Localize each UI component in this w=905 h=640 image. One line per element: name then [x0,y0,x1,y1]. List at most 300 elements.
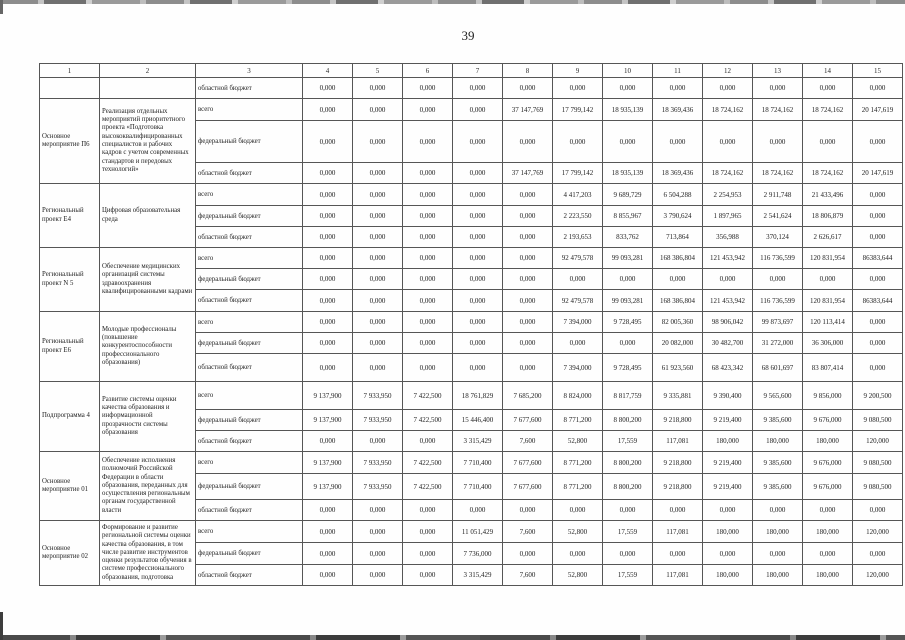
budget-type-cell: областной бюджет [196,354,303,382]
budget-value-cell: 0,000 [553,269,603,290]
budget-value-cell: 9 137,900 [303,410,353,431]
budget-value-cell: 99 873,697 [753,312,803,333]
column-number-header: 5 [353,64,403,78]
budget-value-cell: 0,000 [853,312,903,333]
budget-value-cell: 0,000 [353,431,403,452]
budget-value-cell: 0,000 [303,206,353,227]
budget-value-cell: 9 689,729 [603,184,653,206]
budget-value-cell: 0,000 [403,121,453,163]
budget-value-cell: 1 897,965 [703,206,753,227]
budget-value-cell: 9 080,500 [853,410,903,431]
program-description-cell: Молодые профессионалы (повышение конкурентоспособности профессионального образования) [100,312,196,382]
budget-value-cell: 18 806,879 [803,206,853,227]
column-number-header: 15 [853,64,903,78]
budget-value-cell: 68 423,342 [703,354,753,382]
budget-value-cell: 0,000 [403,206,453,227]
budget-value-cell: 180,000 [803,565,853,586]
budget-value-cell: 0,000 [853,227,903,248]
budget-value-cell: 0,000 [703,78,753,99]
budget-value-cell: 0,000 [403,312,453,333]
budget-value-cell: 180,000 [803,431,853,452]
program-name-cell: Подпрограмма 4 [40,382,100,452]
budget-value-cell: 9 676,000 [803,410,853,431]
budget-value-cell: 9 390,400 [703,382,753,410]
program-description-cell: Обеспечение исполнения полномочий Российской Федерации в области образования, переданных для осуществления региональным органам государственной власти [100,452,196,521]
budget-value-cell: 37 147,769 [503,99,553,121]
budget-value-cell: 0,000 [403,269,453,290]
budget-value-cell: 9 218,800 [653,452,703,474]
budget-value-cell: 0,000 [503,354,553,382]
budget-value-cell: 0,000 [303,121,353,163]
budget-value-cell: 356,988 [703,227,753,248]
budget-value-cell: 0,000 [353,99,403,121]
budget-value-cell: 9 676,000 [803,474,853,500]
budget-value-cell: 0,000 [453,184,503,206]
budget-value-cell: 7 422,500 [403,452,453,474]
budget-value-cell: 18 935,139 [603,99,653,121]
budget-value-cell: 98 906,042 [703,312,753,333]
budget-value-cell: 117,081 [653,431,703,452]
budget-value-cell: 180,000 [703,565,753,586]
budget-value-cell: 31 272,000 [753,333,803,354]
budget-value-cell: 120,000 [853,565,903,586]
budget-value-cell: 0,000 [753,78,803,99]
budget-value-cell: 0,000 [303,543,353,565]
budget-value-cell: 0,000 [603,500,653,521]
budget-value-cell: 15 446,400 [453,410,503,431]
budget-value-cell: 0,000 [553,500,603,521]
budget-value-cell: 9 137,900 [303,382,353,410]
budget-value-cell: 4 417,203 [553,184,603,206]
budget-value-cell: 3 315,429 [453,431,503,452]
budget-value-cell: 20 147,619 [853,163,903,184]
budget-value-cell: 0,000 [503,333,553,354]
budget-value-cell: 17,559 [603,431,653,452]
budget-value-cell: 180,000 [703,521,753,543]
column-number-header: 8 [503,64,553,78]
budget-value-cell: 833,762 [603,227,653,248]
budget-value-cell: 0,000 [803,269,853,290]
budget-value-cell: 0,000 [853,333,903,354]
budget-value-cell: 11 051,429 [453,521,503,543]
budget-value-cell: 0,000 [853,543,903,565]
program-description-cell: Реализация отдельных мероприятий приоритетного проекта «Подготовка высококвалифицированных специалистов и рабочих кадров с учетом современных стандартов и передовых технологий» [100,99,196,184]
table-row [40,184,903,206]
budget-value-cell: 120,000 [853,431,903,452]
budget-value-cell: 0,000 [603,269,653,290]
budget-value-cell: 0,000 [753,121,803,163]
program-name-cell [40,78,100,99]
program-description-cell: Цифровая образовательная среда [100,184,196,248]
column-number-header: 14 [803,64,853,78]
budget-value-cell: 7,600 [503,431,553,452]
budget-value-cell: 0,000 [353,248,403,269]
budget-value-cell: 9 218,800 [653,474,703,500]
budget-type-cell: областной бюджет [196,290,303,312]
budget-type-cell: всего [196,382,303,410]
budget-value-cell: 0,000 [303,227,353,248]
budget-value-cell: 9 200,500 [853,382,903,410]
scan-artifact-left-top [0,0,3,14]
budget-value-cell: 0,000 [853,184,903,206]
budget-value-cell: 0,000 [303,163,353,184]
budget-value-cell: 9 565,600 [753,382,803,410]
budget-value-cell: 0,000 [303,248,353,269]
budget-value-cell: 9 385,600 [753,452,803,474]
budget-value-cell: 0,000 [803,78,853,99]
column-number-header: 12 [703,64,753,78]
budget-type-cell: областной бюджет [196,500,303,521]
budget-value-cell: 36 306,000 [803,333,853,354]
column-number-header: 4 [303,64,353,78]
column-number-header: 11 [653,64,703,78]
budget-value-cell: 9 137,900 [303,474,353,500]
budget-type-cell: федеральный бюджет [196,206,303,227]
budget-value-cell: 168 386,804 [653,290,703,312]
budget-value-cell: 99 093,281 [603,248,653,269]
budget-value-cell: 7,600 [503,565,553,586]
budget-value-cell: 0,000 [803,500,853,521]
budget-value-cell: 21 433,496 [803,184,853,206]
budget-value-cell: 2 254,953 [703,184,753,206]
budget-value-cell: 30 482,700 [703,333,753,354]
budget-value-cell: 0,000 [303,333,353,354]
budget-value-cell: 0,000 [303,521,353,543]
budget-value-cell: 7 422,500 [403,410,453,431]
budget-value-cell: 0,000 [503,206,553,227]
budget-value-cell: 0,000 [403,333,453,354]
budget-value-cell: 0,000 [703,500,753,521]
budget-value-cell: 0,000 [353,163,403,184]
budget-value-cell: 0,000 [703,543,753,565]
budget-value-cell: 0,000 [403,184,453,206]
budget-value-cell: 8 771,200 [553,474,603,500]
budget-type-cell: всего [196,521,303,543]
budget-value-cell: 8 817,759 [603,382,653,410]
budget-value-cell: 18 761,829 [453,382,503,410]
program-description-cell [100,78,196,99]
table-header [40,64,903,78]
budget-type-cell: областной бюджет [196,431,303,452]
budget-value-cell: 7 677,600 [503,410,553,431]
table-row [40,521,903,543]
column-number-header: 7 [453,64,503,78]
budget-value-cell: 7 736,000 [453,543,503,565]
budget-value-cell: 9 335,881 [653,382,703,410]
column-number-header: 9 [553,64,603,78]
budget-value-cell: 92 479,578 [553,248,603,269]
budget-value-cell: 7 933,950 [353,410,403,431]
budget-value-cell: 0,000 [303,78,353,99]
budget-value-cell: 0,000 [453,99,503,121]
budget-value-cell: 117,081 [653,521,703,543]
budget-value-cell: 120 113,414 [803,312,853,333]
budget-value-cell: 0,000 [303,99,353,121]
program-name-cell: Основное мероприятие 02 [40,521,100,586]
budget-value-cell: 18 724,162 [703,99,753,121]
budget-value-cell: 7 422,500 [403,474,453,500]
budget-value-cell: 0,000 [853,78,903,99]
budget-value-cell: 168 386,804 [653,248,703,269]
budget-value-cell: 0,000 [603,333,653,354]
budget-value-cell: 9 219,400 [703,474,753,500]
budget-value-cell: 18 724,162 [703,163,753,184]
budget-value-cell: 180,000 [753,431,803,452]
column-number-header: 2 [100,64,196,78]
budget-value-cell: 0,000 [403,227,453,248]
table-row [40,99,903,121]
budget-value-cell: 61 923,560 [653,354,703,382]
budget-value-cell: 0,000 [503,312,553,333]
budget-value-cell: 6 504,288 [653,184,703,206]
budget-value-cell: 117,081 [653,565,703,586]
budget-value-cell: 3 790,624 [653,206,703,227]
budget-value-cell: 7 933,950 [353,474,403,500]
budget-value-cell: 370,124 [753,227,803,248]
budget-value-cell: 18 724,162 [753,99,803,121]
budget-value-cell: 2 911,748 [753,184,803,206]
budget-value-cell: 9 218,800 [653,410,703,431]
budget-value-cell: 0,000 [653,543,703,565]
budget-value-cell: 180,000 [753,521,803,543]
budget-type-cell: федеральный бюджет [196,474,303,500]
budget-type-cell: всего [196,248,303,269]
budget-value-cell: 0,000 [853,206,903,227]
budget-value-cell: 116 736,599 [753,290,803,312]
budget-value-cell: 0,000 [653,500,703,521]
budget-value-cell: 0,000 [503,248,553,269]
budget-value-cell: 7 933,950 [353,452,403,474]
budget-value-cell: 0,000 [403,521,453,543]
budget-type-cell: всего [196,312,303,333]
budget-value-cell: 0,000 [653,121,703,163]
budget-value-cell: 68 601,697 [753,354,803,382]
budget-value-cell: 0,000 [303,290,353,312]
budget-value-cell: 2 223,550 [553,206,603,227]
budget-value-cell: 52,800 [553,431,603,452]
budget-type-cell: областной бюджет [196,227,303,248]
budget-value-cell: 9 137,900 [303,452,353,474]
budget-value-cell: 9 676,000 [803,452,853,474]
budget-value-cell: 0,000 [453,206,503,227]
table-row [40,382,903,410]
column-number-row [40,64,903,78]
program-name-cell: Региональный проект Е4 [40,184,100,248]
budget-value-cell: 37 147,769 [503,163,553,184]
budget-value-cell: 9 728,495 [603,354,653,382]
budget-value-cell: 8 800,200 [603,452,653,474]
budget-value-cell: 8 800,200 [603,410,653,431]
budget-value-cell: 120,000 [853,521,903,543]
budget-value-cell: 9 080,500 [853,452,903,474]
budget-value-cell: 0,000 [503,184,553,206]
budget-value-cell: 18 724,162 [803,163,853,184]
budget-value-cell: 18 724,162 [753,163,803,184]
budget-value-cell: 20 082,000 [653,333,703,354]
budget-value-cell: 0,000 [853,269,903,290]
budget-value-cell: 0,000 [403,163,453,184]
budget-value-cell: 0,000 [353,269,403,290]
budget-value-cell: 0,000 [753,543,803,565]
budget-value-cell: 0,000 [353,312,403,333]
budget-value-cell: 7 685,200 [503,382,553,410]
budget-value-cell: 0,000 [853,121,903,163]
budget-value-cell: 86383,644 [853,290,903,312]
budget-value-cell: 0,000 [453,248,503,269]
budget-value-cell: 18 935,139 [603,163,653,184]
budget-value-cell: 8 824,000 [553,382,603,410]
budget-type-cell: федеральный бюджет [196,269,303,290]
column-number-header: 10 [603,64,653,78]
budget-value-cell: 0,000 [703,121,753,163]
budget-value-cell: 0,000 [453,290,503,312]
budget-type-cell: областной бюджет [196,565,303,586]
budget-value-cell: 0,000 [303,269,353,290]
budget-value-cell: 0,000 [803,543,853,565]
budget-value-cell: 0,000 [303,565,353,586]
table-row [40,452,903,474]
budget-value-cell: 9 385,600 [753,410,803,431]
budget-value-cell: 0,000 [503,500,553,521]
budget-value-cell: 99 093,281 [603,290,653,312]
budget-value-cell: 0,000 [453,312,503,333]
budget-value-cell: 0,000 [453,121,503,163]
budget-value-cell: 0,000 [353,184,403,206]
budget-value-cell: 0,000 [403,99,453,121]
budget-value-cell: 2 193,653 [553,227,603,248]
budget-value-cell: 9 080,500 [853,474,903,500]
budget-value-cell: 0,000 [353,333,403,354]
budget-value-cell: 0,000 [303,500,353,521]
budget-value-cell: 120 831,954 [803,248,853,269]
budget-value-cell: 0,000 [403,248,453,269]
budget-value-cell: 0,000 [403,290,453,312]
scan-artifact-left-bottom [0,612,3,640]
budget-value-cell: 0,000 [353,78,403,99]
budget-value-cell: 0,000 [403,543,453,565]
budget-value-cell: 18 724,162 [803,99,853,121]
budget-type-cell: областной бюджет [196,78,303,99]
budget-value-cell: 0,000 [453,78,503,99]
budget-value-cell: 0,000 [353,354,403,382]
budget-value-cell: 0,000 [453,269,503,290]
budget-value-cell: 52,800 [553,565,603,586]
budget-value-cell: 0,000 [403,78,453,99]
budget-value-cell: 52,800 [553,521,603,543]
budget-value-cell: 0,000 [303,354,353,382]
budget-value-cell: 9 728,495 [603,312,653,333]
budget-value-cell: 121 453,942 [703,290,753,312]
budget-value-cell: 7 710,400 [453,452,503,474]
budget-value-cell: 0,000 [303,184,353,206]
budget-value-cell: 7 677,600 [503,474,553,500]
budget-value-cell: 0,000 [353,521,403,543]
budget-value-cell: 0,000 [853,354,903,382]
budget-type-cell: федеральный бюджет [196,543,303,565]
budget-value-cell: 20 147,619 [853,99,903,121]
budget-value-cell: 713,864 [653,227,703,248]
program-description-cell: Обеспечение медицинских организаций системы здравоохранения квалифицированными кадрами [100,248,196,312]
budget-value-cell: 0,000 [553,543,603,565]
budget-value-cell: 0,000 [503,227,553,248]
budget-value-cell: 0,000 [403,431,453,452]
program-name-cell: Основное мероприятие 01 [40,452,100,521]
table-row [40,248,903,269]
budget-table [39,63,903,586]
budget-value-cell: 121 453,942 [703,248,753,269]
program-name-cell: Региональный проект Е6 [40,312,100,382]
budget-value-cell: 7 394,000 [553,354,603,382]
budget-value-cell: 2 541,624 [753,206,803,227]
budget-value-cell: 0,000 [453,163,503,184]
budget-value-cell: 0,000 [403,500,453,521]
budget-value-cell: 0,000 [303,312,353,333]
budget-value-cell: 2 626,617 [803,227,853,248]
budget-value-cell: 0,000 [803,121,853,163]
program-description-cell: Формирование и развитие региональной системы оценки качества образования, в том числе развитие инструментов оценки результатов обучения в системе профессионального образования, подготовка [100,521,196,586]
budget-value-cell: 0,000 [753,269,803,290]
page-number: 39 [461,28,475,43]
budget-value-cell: 17 799,142 [553,99,603,121]
budget-value-cell: 0,000 [353,543,403,565]
budget-type-cell: всего [196,184,303,206]
budget-value-cell: 17,559 [603,565,653,586]
budget-value-cell: 9 219,400 [703,410,753,431]
table-body [40,78,903,586]
column-number-header: 13 [753,64,803,78]
program-name-cell: Региональный проект N 5 [40,248,100,312]
budget-value-cell: 120 831,954 [803,290,853,312]
budget-value-cell: 0,000 [353,227,403,248]
budget-type-cell: федеральный бюджет [196,121,303,163]
budget-value-cell: 0,000 [353,290,403,312]
budget-value-cell: 0,000 [503,543,553,565]
program-description-cell: Развитие системы оценки качества образования и информационной прозрачности системы образования [100,382,196,452]
budget-value-cell: 8 855,967 [603,206,653,227]
budget-type-cell: областной бюджет [196,163,303,184]
budget-value-cell: 0,000 [653,269,703,290]
budget-value-cell: 8 800,200 [603,474,653,500]
budget-value-cell: 83 807,414 [803,354,853,382]
budget-value-cell: 0,000 [453,354,503,382]
budget-value-cell: 0,000 [553,78,603,99]
scan-artifact-bottom-edge [0,635,905,640]
budget-value-cell: 9 856,000 [803,382,853,410]
budget-value-cell: 0,000 [753,500,803,521]
budget-value-cell: 180,000 [703,431,753,452]
program-name-cell: Основное мероприятие П6 [40,99,100,184]
budget-value-cell: 86383,644 [853,248,903,269]
budget-value-cell: 0,000 [653,78,703,99]
budget-value-cell: 7 422,500 [403,382,453,410]
budget-value-cell: 0,000 [353,121,403,163]
budget-value-cell: 9 385,600 [753,474,803,500]
budget-value-cell: 0,000 [553,121,603,163]
budget-value-cell: 0,000 [503,269,553,290]
scan-artifact-top-edge [0,0,905,4]
budget-value-cell: 18 369,436 [653,99,703,121]
budget-type-cell: федеральный бюджет [196,333,303,354]
budget-type-cell: всего [196,99,303,121]
budget-value-cell: 0,000 [403,354,453,382]
budget-value-cell: 17,559 [603,521,653,543]
table-row [40,312,903,333]
budget-value-cell: 7 710,400 [453,474,503,500]
budget-value-cell: 0,000 [603,78,653,99]
budget-value-cell: 116 736,599 [753,248,803,269]
budget-value-cell: 0,000 [603,543,653,565]
budget-value-cell: 3 315,429 [453,565,503,586]
